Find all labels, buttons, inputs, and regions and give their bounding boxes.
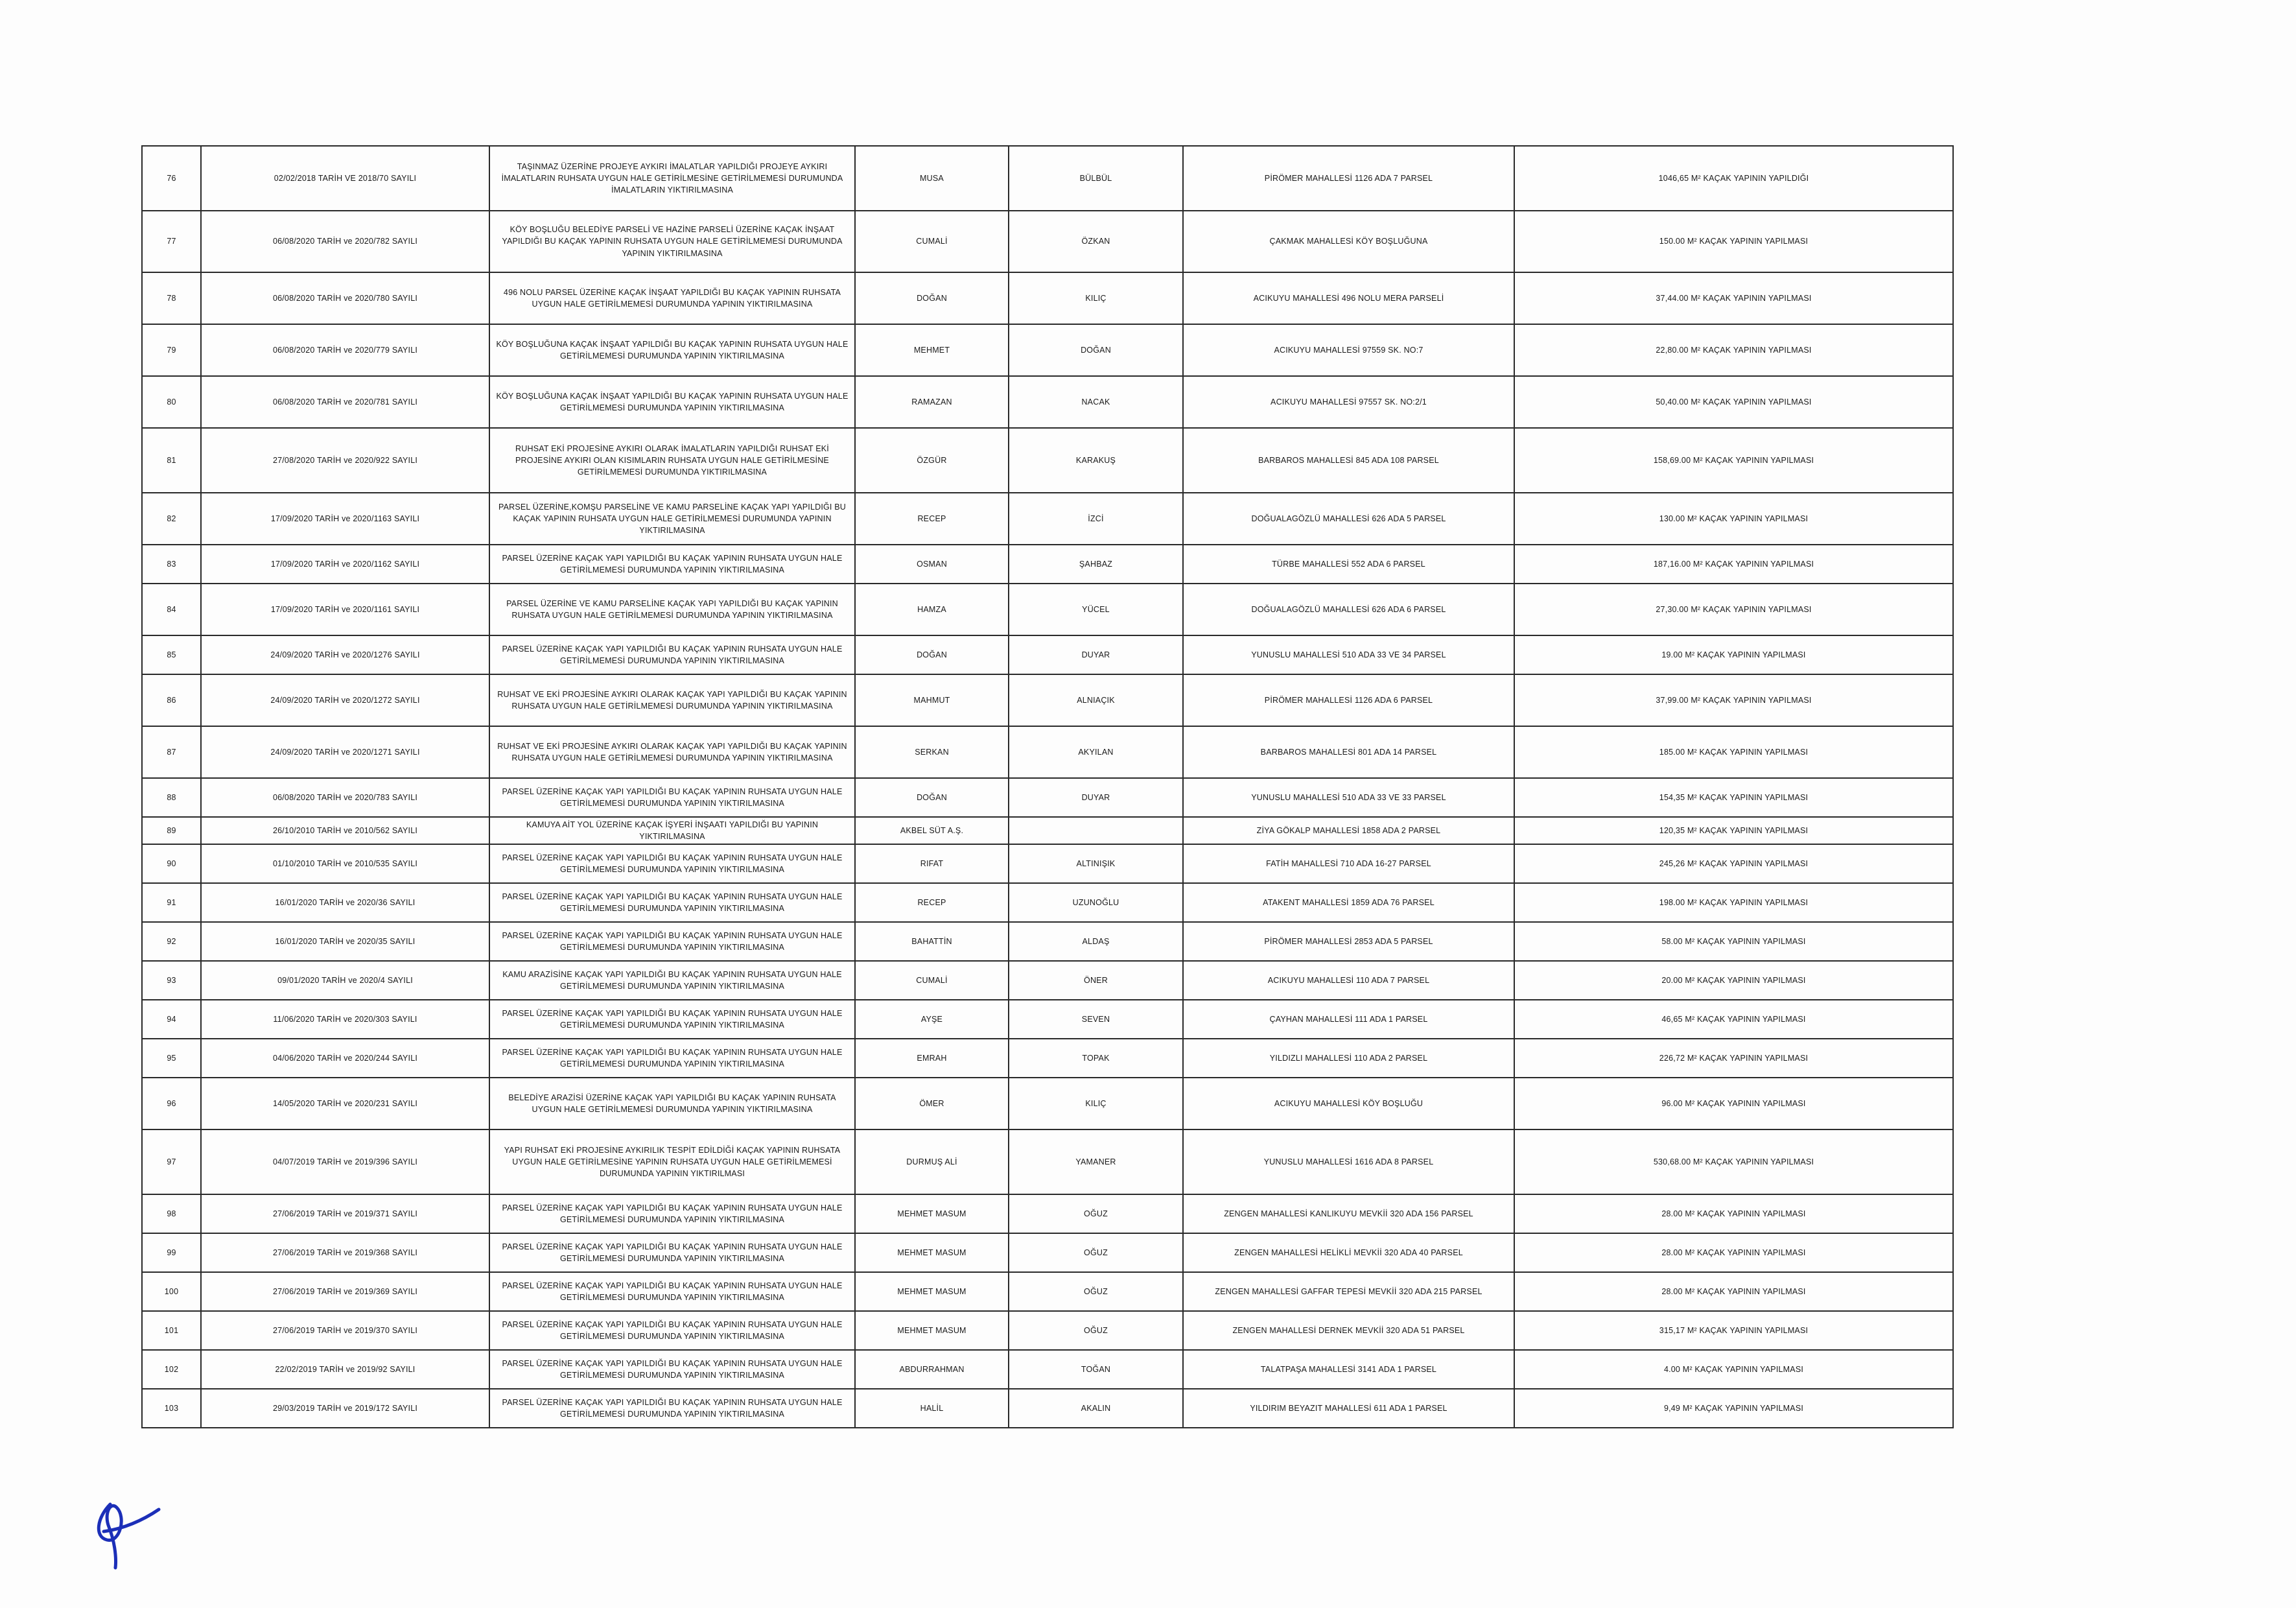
decision-date: 27/08/2020 TARİH ve 2020/922 SAYILI [201,428,489,493]
decision-date: 09/01/2020 TARİH ve 2020/4 SAYILI [201,961,489,1000]
owner-first-name: AYŞE [855,1000,1009,1039]
decision-date: 27/06/2019 TARİH ve 2019/370 SAYILI [201,1311,489,1350]
parcel-location: PİRÖMER MAHALLESİ 1126 ADA 6 PARSEL [1183,674,1514,726]
illegal-construction-area: 96.00 M² KAÇAK YAPININ YAPILMASI [1514,1078,1953,1129]
parcel-location: ZENGEN MAHALLESİ HELİKLİ MEVKİİ 320 ADA 40 PARSEL [1183,1233,1514,1272]
parcel-location: TALATPAŞA MAHALLESİ 3141 ADA 1 PARSEL [1183,1350,1514,1389]
owner-first-name: CUMALİ [855,211,1009,272]
parcel-location: ACIKUYU MAHALLESİ 97557 SK. NO:2/1 [1183,376,1514,428]
owner-last-name [1009,817,1183,844]
parcel-location: BARBAROS MAHALLESİ 845 ADA 108 PARSEL [1183,428,1514,493]
owner-last-name: ÖNER [1009,961,1183,1000]
owner-first-name: ÖMER [855,1078,1009,1129]
table-row [142,778,1953,817]
owner-first-name: DOĞAN [855,635,1009,674]
table-row [142,1272,1953,1311]
owner-last-name: TOĞAN [1009,1350,1183,1389]
illegal-construction-area: 9,49 M² KAÇAK YAPININ YAPILMASI [1514,1389,1953,1428]
owner-last-name: DOĞAN [1009,324,1183,376]
table-row [142,883,1953,922]
decision-date: 02/02/2018 TARİH VE 2018/70 SAYILI [201,146,489,211]
decision-description: BELEDİYE ARAZİSİ ÜZERİNE KAÇAK YAPI YAPILDIĞI BU KAÇAK YAPININ RUHSATA UYGUN HALE GETİRİLMEMESİ DURUMUNDA YAPININ YIKTIRILMASINA [489,1078,855,1129]
decision-date: 06/08/2020 TARİH ve 2020/782 SAYILI [201,211,489,272]
parcel-location: ZİYA GÖKALP MAHALLESİ 1858 ADA 2 PARSEL [1183,817,1514,844]
owner-last-name: OĞUZ [1009,1272,1183,1311]
decision-date: 01/10/2010 TARİH ve 2010/535 SAYILI [201,844,489,883]
illegal-construction-area: 37,44.00 M² KAÇAK YAPININ YAPILMASI [1514,272,1953,324]
table-row [142,376,1953,428]
row-number: 83 [142,545,201,584]
decision-description: PARSEL ÜZERİNE KAÇAK YAPI YAPILDIĞI BU KAÇAK YAPININ RUHSATA UYGUN HALE GETİRİLMEMESİ DURUMUNDA YAPININ YIKTIRILMASINA [489,883,855,922]
row-number: 89 [142,817,201,844]
decision-date: 24/09/2020 TARİH ve 2020/1272 SAYILI [201,674,489,726]
decision-date: 04/06/2020 TARİH ve 2020/244 SAYILI [201,1039,489,1078]
decision-date: 24/09/2020 TARİH ve 2020/1276 SAYILI [201,635,489,674]
parcel-location: ATAKENT MAHALLESİ 1859 ADA 76 PARSEL [1183,883,1514,922]
decision-date: 14/05/2020 TARİH ve 2020/231 SAYILI [201,1078,489,1129]
illegal-construction-area: 245,26 M² KAÇAK YAPININ YAPILMASI [1514,844,1953,883]
owner-first-name: MEHMET [855,324,1009,376]
owner-first-name: ÖZGÜR [855,428,1009,493]
illegal-construction-area: 187,16.00 M² KAÇAK YAPININ YAPILMASI [1514,545,1953,584]
decision-description: RUHSAT EKİ PROJESİNE AYKIRI OLARAK İMALATLARIN YAPILDIĞI RUHSAT EKİ PROJESİNE AYKIRI OLAN KISIMLARIN RUHSATA UYGUN HALE GETİRİLMESİNE GETİRİLMEMESİ DURUMUNDA YIKTIRILMASINA [489,428,855,493]
row-number: 94 [142,1000,201,1039]
row-number: 85 [142,635,201,674]
row-number: 81 [142,428,201,493]
table-row [142,272,1953,324]
decision-date: 27/06/2019 TARİH ve 2019/371 SAYILI [201,1194,489,1233]
illegal-construction-area: 28.00 M² KAÇAK YAPININ YAPILMASI [1514,1194,1953,1233]
owner-last-name: DUYAR [1009,778,1183,817]
decision-date: 04/07/2019 TARİH ve 2019/396 SAYILI [201,1129,489,1194]
parcel-location: ZENGEN MAHALLESİ GAFFAR TEPESİ MEVKİİ 320 ADA 215 PARSEL [1183,1272,1514,1311]
owner-first-name: MAHMUT [855,674,1009,726]
owner-first-name: DOĞAN [855,272,1009,324]
parcel-location: ZENGEN MAHALLESİ KANLIKUYU MEVKİİ 320 ADA 156 PARSEL [1183,1194,1514,1233]
owner-last-name: DUYAR [1009,635,1183,674]
table-row [142,146,1953,211]
row-number: 82 [142,493,201,545]
owner-last-name: UZUNOĞLU [1009,883,1183,922]
decision-description: KÖY BOŞLUĞUNA KAÇAK İNŞAAT YAPILDIĞI BU KAÇAK YAPININ RUHSATA UYGUN HALE GETİRİLMEMESİ DURUMUNDA YAPININ YIKTIRILMASINA [489,324,855,376]
decision-date: 06/08/2020 TARİH ve 2020/781 SAYILI [201,376,489,428]
table-row [142,545,1953,584]
owner-last-name: BÜLBÜL [1009,146,1183,211]
parcel-location: FATİH MAHALLESİ 710 ADA 16-27 PARSEL [1183,844,1514,883]
parcel-location: YUNUSLU MAHALLESİ 1616 ADA 8 PARSEL [1183,1129,1514,1194]
parcel-location: DOĞUALAGÖZLÜ MAHALLESİ 626 ADA 5 PARSEL [1183,493,1514,545]
owner-last-name: İZCİ [1009,493,1183,545]
table-row [142,324,1953,376]
owner-first-name: MEHMET MASUM [855,1194,1009,1233]
row-number: 98 [142,1194,201,1233]
decision-description: PARSEL ÜZERİNE VE KAMU PARSELİNE KAÇAK YAPI YAPILDIĞI BU KAÇAK YAPININ RUHSATA UYGUN HALE GETİRİLMEMESİ DURUMUNDA YAPININ YIKTIRILMASINA [489,584,855,635]
owner-last-name: ALTINIŞIK [1009,844,1183,883]
decision-description: PARSEL ÜZERİNE KAÇAK YAPI YAPILDIĞI BU KAÇAK YAPININ RUHSATA UYGUN HALE GETİRİLMEMESİ DURUMUNDA YAPININ YIKTIRILMASINA [489,778,855,817]
row-number: 80 [142,376,201,428]
parcel-location: YILDIRIM BEYAZIT MAHALLESİ 611 ADA 1 PARSEL [1183,1389,1514,1428]
parcel-location: ÇAYHAN MAHALLESİ 111 ADA 1 PARSEL [1183,1000,1514,1039]
table-row [142,817,1953,844]
row-number: 76 [142,146,201,211]
illegal-construction-area: 130.00 M² KAÇAK YAPININ YAPILMASI [1514,493,1953,545]
owner-last-name: ALNIAÇIK [1009,674,1183,726]
decision-date: 17/09/2020 TARİH ve 2020/1161 SAYILI [201,584,489,635]
decision-description: KÖY BOŞLUĞUNA KAÇAK İNŞAAT YAPILDIĞI BU KAÇAK YAPININ RUHSATA UYGUN HALE GETİRİLMEMESİ DURUMUNDA YAPININ YIKTIRILMASINA [489,376,855,428]
decision-description: PARSEL ÜZERİNE KAÇAK YAPI YAPILDIĞI BU KAÇAK YAPININ RUHSATA UYGUN HALE GETİRİLMEMESİ DURUMUNDA YAPININ YIKTIRILMASINA [489,1350,855,1389]
row-number: 99 [142,1233,201,1272]
decision-date: 22/02/2019 TARİH ve 2019/92 SAYILI [201,1350,489,1389]
row-number: 95 [142,1039,201,1078]
owner-first-name: ABDURRAHMAN [855,1350,1009,1389]
signature-icon [91,1491,175,1576]
illegal-construction-area: 315,17 M² KAÇAK YAPININ YAPILMASI [1514,1311,1953,1350]
owner-last-name: OĞUZ [1009,1194,1183,1233]
row-number: 103 [142,1389,201,1428]
parcel-location: ACIKUYU MAHALLESİ 110 ADA 7 PARSEL [1183,961,1514,1000]
row-number: 84 [142,584,201,635]
row-number: 86 [142,674,201,726]
owner-first-name: AKBEL SÜT A.Ş. [855,817,1009,844]
decision-date: 24/09/2020 TARİH ve 2020/1271 SAYILI [201,726,489,778]
owner-last-name: KILIÇ [1009,1078,1183,1129]
row-number: 101 [142,1311,201,1350]
table-row [142,1129,1953,1194]
row-number: 93 [142,961,201,1000]
owner-last-name: OĞUZ [1009,1311,1183,1350]
decision-description: PARSEL ÜZERİNE KAÇAK YAPI YAPILDIĞI BU KAÇAK YAPININ RUHSATA UYGUN HALE GETİRİLMEMESİ DURUMUNDA YAPININ YIKTIRILMASINA [489,1000,855,1039]
decision-date: 16/01/2020 TARİH ve 2020/35 SAYILI [201,922,489,961]
owner-first-name: CUMALİ [855,961,1009,1000]
owner-first-name: MEHMET MASUM [855,1311,1009,1350]
parcel-location: YUNUSLU MAHALLESİ 510 ADA 33 VE 34 PARSEL [1183,635,1514,674]
illegal-construction-area: 1046,65 M² KAÇAK YAPININ YAPILDIĞI [1514,146,1953,211]
decision-description: PARSEL ÜZERİNE KAÇAK YAPI YAPILDIĞI BU KAÇAK YAPININ RUHSATA UYGUN HALE GETİRİLMEMESİ DURUMUNDA YAPININ YIKTIRILMASINA [489,1389,855,1428]
owner-last-name: OĞUZ [1009,1233,1183,1272]
decision-date: 16/01/2020 TARİH ve 2020/36 SAYILI [201,883,489,922]
table-row [142,1389,1953,1428]
table-row [142,726,1953,778]
owner-first-name: OSMAN [855,545,1009,584]
row-number: 87 [142,726,201,778]
owner-first-name: EMRAH [855,1039,1009,1078]
owner-last-name: AKYILAN [1009,726,1183,778]
owner-last-name: NACAK [1009,376,1183,428]
table-row [142,211,1953,272]
illegal-construction-area: 120,35 M² KAÇAK YAPININ YAPILMASI [1514,817,1953,844]
table-row [142,1233,1953,1272]
owner-first-name: BAHATTİN [855,922,1009,961]
table-row [142,1000,1953,1039]
parcel-location: DOĞUALAGÖZLÜ MAHALLESİ 626 ADA 6 PARSEL [1183,584,1514,635]
parcel-location: YUNUSLU MAHALLESİ 510 ADA 33 VE 33 PARSEL [1183,778,1514,817]
decision-description: PARSEL ÜZERİNE KAÇAK YAPI YAPILDIĞI BU KAÇAK YAPININ RUHSATA UYGUN HALE GETİRİLMEMESİ DURUMUNDA YAPININ YIKTIRILMASINA [489,1272,855,1311]
illegal-construction-area: 37,99.00 M² KAÇAK YAPININ YAPILMASI [1514,674,1953,726]
decision-description: TAŞINMAZ ÜZERİNE PROJEYE AYKIRI İMALATLAR YAPILDIĞI PROJEYE AYKIRI İMALATLARIN RUHSATA UYGUN HALE GETİRİLMESİNE GETİRİLMEMESİ DURUMUNDA İMALATLARIN YIKTIRILMASINA [489,146,855,211]
decision-date: 11/06/2020 TARİH ve 2020/303 SAYILI [201,1000,489,1039]
table-row [142,635,1953,674]
owner-first-name: DOĞAN [855,778,1009,817]
illegal-construction-area: 150.00 M² KAÇAK YAPININ YAPILMASI [1514,211,1953,272]
parcel-location: YILDIZLI MAHALLESİ 110 ADA 2 PARSEL [1183,1039,1514,1078]
decision-date: 06/08/2020 TARİH ve 2020/779 SAYILI [201,324,489,376]
decision-description: PARSEL ÜZERİNE KAÇAK YAPI YAPILDIĞI BU KAÇAK YAPININ RUHSATA UYGUN HALE GETİRİLMEMESİ DURUMUNDA YAPININ YIKTIRILMASINA [489,1311,855,1350]
illegal-construction-area: 158,69.00 M² KAÇAK YAPININ YAPILMASI [1514,428,1953,493]
owner-first-name: DURMUŞ ALİ [855,1129,1009,1194]
owner-first-name: RIFAT [855,844,1009,883]
owner-first-name: RECEP [855,493,1009,545]
decision-date: 06/08/2020 TARİH ve 2020/783 SAYILI [201,778,489,817]
decision-description: RUHSAT VE EKİ PROJESİNE AYKIRI OLARAK KAÇAK YAPI YAPILDIĞI BU KAÇAK YAPININ RUHSATA UYGUN HALE GETİRİLMEMESİ DURUMUNDA YAPININ YIKTIRILMASINA [489,726,855,778]
illegal-construction-area: 226,72 M² KAÇAK YAPININ YAPILMASI [1514,1039,1953,1078]
decision-date: 06/08/2020 TARİH ve 2020/780 SAYILI [201,272,489,324]
decision-description: KÖY BOŞLUĞU BELEDİYE PARSELİ VE HAZİNE PARSELİ ÜZERİNE KAÇAK İNŞAAT YAPILDIĞI BU KAÇAK YAPININ RUHSATA UYGUN HALE GETİRİLMEMESİ DURUMUNDA YAPININ YIKTIRILMASINA [489,211,855,272]
illegal-construction-area: 28.00 M² KAÇAK YAPININ YAPILMASI [1514,1272,1953,1311]
decision-date: 29/03/2019 TARİH ve 2019/172 SAYILI [201,1389,489,1428]
decision-description: PARSEL ÜZERİNE KAÇAK YAPI YAPILDIĞI BU KAÇAK YAPININ RUHSATA UYGUN HALE GETİRİLMEMESİ DURUMUNDA YAPININ YIKTIRILMASINA [489,635,855,674]
table-row [142,428,1953,493]
illegal-construction-area: 22,80.00 M² KAÇAK YAPININ YAPILMASI [1514,324,1953,376]
illegal-construction-area: 58.00 M² KAÇAK YAPININ YAPILMASI [1514,922,1953,961]
owner-last-name: KARAKUŞ [1009,428,1183,493]
row-number: 91 [142,883,201,922]
decision-description: KAMUYA AİT YOL ÜZERİNE KAÇAK İŞYERİ İNŞAATI YAPILDIĞI BU YAPININ YIKTIRILMASINA [489,817,855,844]
owner-last-name: KILIÇ [1009,272,1183,324]
owner-first-name: SERKAN [855,726,1009,778]
parcel-location: ZENGEN MAHALLESİ DERNEK MEVKİİ 320 ADA 51 PARSEL [1183,1311,1514,1350]
owner-first-name: MEHMET MASUM [855,1272,1009,1311]
owner-first-name: MUSA [855,146,1009,211]
table-row [142,961,1953,1000]
illegal-construction-area: 28.00 M² KAÇAK YAPININ YAPILMASI [1514,1233,1953,1272]
row-number: 97 [142,1129,201,1194]
decision-description: PARSEL ÜZERİNE KAÇAK YAPI YAPILDIĞI BU KAÇAK YAPININ RUHSATA UYGUN HALE GETİRİLMEMESİ DURUMUNDA YAPININ YIKTIRILMASINA [489,1194,855,1233]
table-row [142,674,1953,726]
row-number: 79 [142,324,201,376]
parcel-location: ACIKUYU MAHALLESİ KÖY BOŞLUĞU [1183,1078,1514,1129]
owner-first-name: HALİL [855,1389,1009,1428]
table-row [142,1078,1953,1129]
decision-date: 17/09/2020 TARİH ve 2020/1162 SAYILI [201,545,489,584]
owner-last-name: TOPAK [1009,1039,1183,1078]
table-row [142,1039,1953,1078]
illegal-construction-area: 198.00 M² KAÇAK YAPININ YAPILMASI [1514,883,1953,922]
parcel-location: ÇAKMAK MAHALLESİ KÖY BOŞLUĞUNA [1183,211,1514,272]
illegal-construction-area: 50,40.00 M² KAÇAK YAPININ YAPILMASI [1514,376,1953,428]
decision-description: PARSEL ÜZERİNE KAÇAK YAPI YAPILDIĞI BU KAÇAK YAPININ RUHSATA UYGUN HALE GETİRİLMEMESİ DURUMUNDA YAPININ YIKTIRILMASINA [489,1233,855,1272]
row-number: 78 [142,272,201,324]
decision-description: KAMU ARAZİSİNE KAÇAK YAPI YAPILDIĞI BU KAÇAK YAPININ RUHSATA UYGUN HALE GETİRİLMEMESİ DURUMUNDA YAPININ YIKTIRILMASINA [489,961,855,1000]
owner-last-name: ŞAHBAZ [1009,545,1183,584]
illegal-construction-area: 185.00 M² KAÇAK YAPININ YAPILMASI [1514,726,1953,778]
table-row [142,1194,1953,1233]
illegal-construction-area: 46,65 M² KAÇAK YAPININ YAPILMASI [1514,1000,1953,1039]
owner-first-name: RAMAZAN [855,376,1009,428]
row-number: 88 [142,778,201,817]
owner-last-name: AKALIN [1009,1389,1183,1428]
decision-description: PARSEL ÜZERİNE,KOMŞU PARSELİNE VE KAMU PARSELİNE KAÇAK YAPI YAPILDIĞI BU KAÇAK YAPININ RUHSATA UYGUN HALE GETİRİLMEMESİ DURUMUNDA YAPININ YIKTIRILMASINA [489,493,855,545]
owner-last-name: SEVEN [1009,1000,1183,1039]
table-row [142,493,1953,545]
table-row [142,584,1953,635]
table-row [142,1350,1953,1389]
parcel-location: BARBAROS MAHALLESİ 801 ADA 14 PARSEL [1183,726,1514,778]
decision-description: PARSEL ÜZERİNE KAÇAK YAPI YAPILDIĞI BU KAÇAK YAPININ RUHSATA UYGUN HALE GETİRİLMEMESİ DURUMUNDA YAPININ YIKTIRILMASINA [489,545,855,584]
row-number: 102 [142,1350,201,1389]
illegal-construction-area: 19.00 M² KAÇAK YAPININ YAPILMASI [1514,635,1953,674]
row-number: 92 [142,922,201,961]
decision-date: 17/09/2020 TARİH ve 2020/1163 SAYILI [201,493,489,545]
decision-date: 27/06/2019 TARİH ve 2019/369 SAYILI [201,1272,489,1311]
decision-description: PARSEL ÜZERİNE KAÇAK YAPI YAPILDIĞI BU KAÇAK YAPININ RUHSATA UYGUN HALE GETİRİLMEMESİ DURUMUNDA YAPININ YIKTIRILMASINA [489,1039,855,1078]
row-number: 96 [142,1078,201,1129]
parcel-location: PİRÖMER MAHALLESİ 2853 ADA 5 PARSEL [1183,922,1514,961]
table-row [142,1311,1953,1350]
illegal-construction-area: 154,35 M² KAÇAK YAPININ YAPILMASI [1514,778,1953,817]
decision-date: 27/06/2019 TARİH ve 2019/368 SAYILI [201,1233,489,1272]
parcel-location: ACIKUYU MAHALLESİ 97559 SK. NO:7 [1183,324,1514,376]
parcel-location: TÜRBE MAHALLESİ 552 ADA 6 PARSEL [1183,545,1514,584]
parcel-location: ACIKUYU MAHALLESİ 496 NOLU MERA PARSELİ [1183,272,1514,324]
decision-description: RUHSAT VE EKİ PROJESİNE AYKIRI OLARAK KAÇAK YAPI YAPILDIĞI BU KAÇAK YAPININ RUHSATA UYGUN HALE GETİRİLMEMESİ DURUMUNDA YAPININ YIKTIRILMASINA [489,674,855,726]
owner-last-name: YÜCEL [1009,584,1183,635]
illegal-construction-area: 4.00 M² KAÇAK YAPININ YAPILMASI [1514,1350,1953,1389]
row-number: 100 [142,1272,201,1311]
parcel-location: PİRÖMER MAHALLESİ 1126 ADA 7 PARSEL [1183,146,1514,211]
table-row [142,922,1953,961]
table-row [142,844,1953,883]
owner-last-name: YAMANER [1009,1129,1183,1194]
owner-first-name: MEHMET MASUM [855,1233,1009,1272]
records-body [142,146,1953,1428]
records-table [141,145,1954,1428]
decision-description: 496 NOLU PARSEL ÜZERİNE KAÇAK İNŞAAT YAPILDIĞI BU KAÇAK YAPININ RUHSATA UYGUN HALE GETİRİLMEMESİ DURUMUNDA YAPININ YIKTIRILMASINA [489,272,855,324]
row-number: 90 [142,844,201,883]
row-number: 77 [142,211,201,272]
decision-description: PARSEL ÜZERİNE KAÇAK YAPI YAPILDIĞI BU KAÇAK YAPININ RUHSATA UYGUN HALE GETİRİLMEMESİ DURUMUNDA YAPININ YIKTIRILMASINA [489,844,855,883]
illegal-construction-area: 27,30.00 M² KAÇAK YAPININ YAPILMASI [1514,584,1953,635]
owner-last-name: ÖZKAN [1009,211,1183,272]
decision-date: 26/10/2010 TARİH ve 2010/562 SAYILI [201,817,489,844]
owner-first-name: RECEP [855,883,1009,922]
illegal-construction-area: 530,68.00 M² KAÇAK YAPININ YAPILMASI [1514,1129,1953,1194]
illegal-construction-area: 20.00 M² KAÇAK YAPININ YAPILMASI [1514,961,1953,1000]
owner-first-name: HAMZA [855,584,1009,635]
decision-description: PARSEL ÜZERİNE KAÇAK YAPI YAPILDIĞI BU KAÇAK YAPININ RUHSATA UYGUN HALE GETİRİLMEMESİ DURUMUNDA YAPININ YIKTIRILMASINA [489,922,855,961]
decision-description: YAPI RUHSAT EKİ PROJESİNE AYKIRILIK TESPİT EDİLDİĞİ KAÇAK YAPININ RUHSATA UYGUN HALE GETİRİLMESİNE YAPININ RUHSATA UYGUN HALE GETİRİLMEMESİ DURUMUNDA YAPININ YIKTIRILMASI [489,1129,855,1194]
owner-last-name: ALDAŞ [1009,922,1183,961]
